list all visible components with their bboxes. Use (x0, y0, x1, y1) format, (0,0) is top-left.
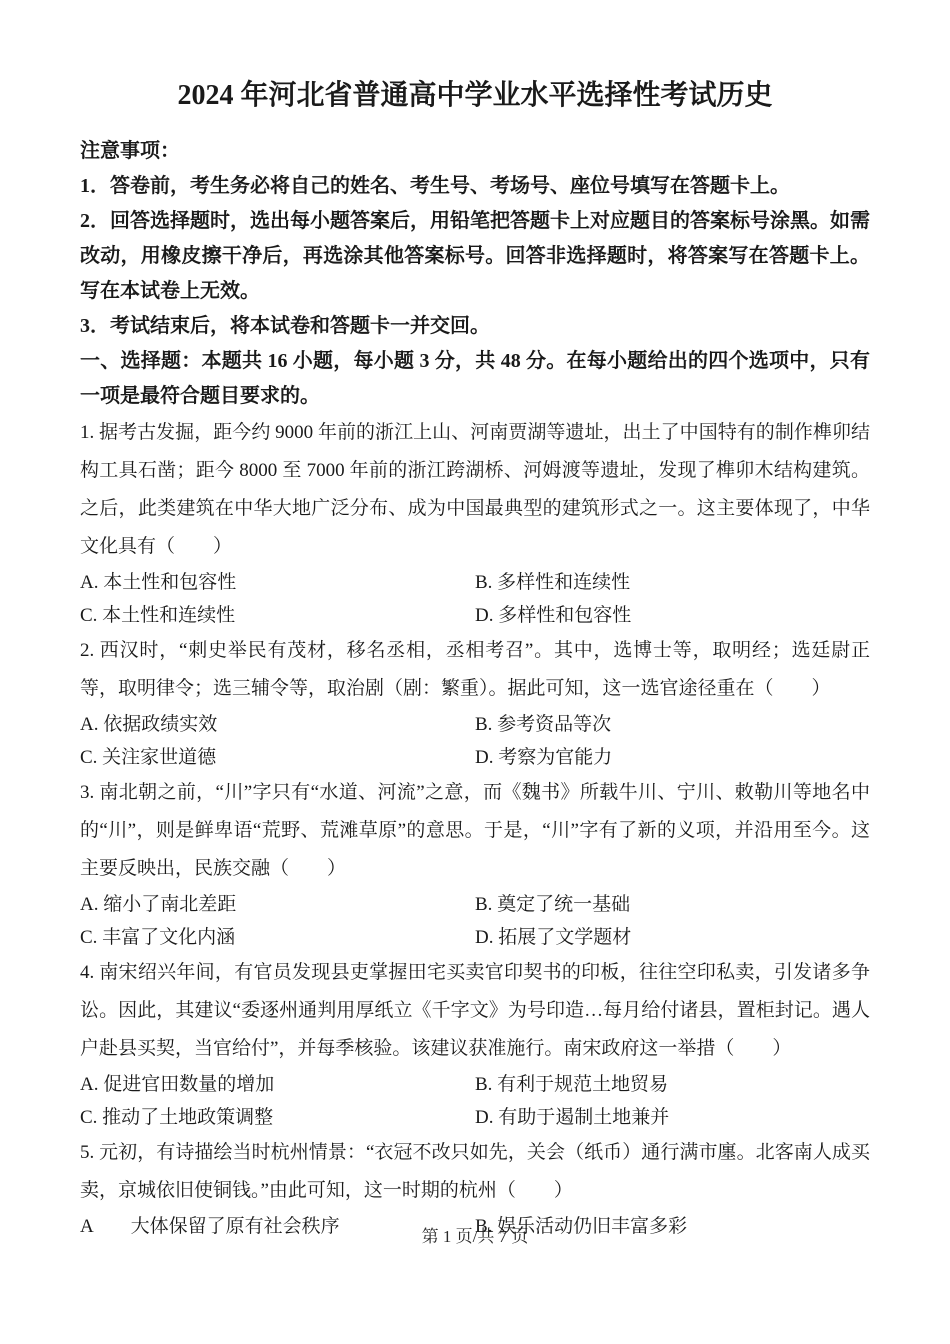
notice-heading: 注意事项： (80, 140, 180, 162)
question-4-option-a: A. 促进官田数量的增加 (80, 1074, 275, 1095)
question-4-options (80, 1068, 870, 1134)
section-heading: 一、选择题：本题共 16 小题，每小题 3 分，共 48 分。在每小题给出的四个选项中，只有一项是最符合题目要求的。 (80, 350, 870, 407)
question-3-option-d: D. 拓展了文学题材 (475, 927, 632, 948)
question-3 (80, 774, 870, 954)
question-4-option-c: C. 推动了土地政策调整 (80, 1107, 274, 1128)
question-3-options (80, 888, 870, 954)
question-5-option-b: B. 娱乐活动仍旧丰富多彩 (475, 1216, 688, 1237)
question-3-option-b: B. 奠定了统一基础 (475, 894, 631, 915)
question-4-option-b: B. 有利于规范土地贸易 (475, 1074, 669, 1095)
notice-section (80, 134, 870, 344)
notice-item-2: 2．回答选择题时，选出每小题答案后，用铅笔把答题卡上对应题目的答案标号涂黑。如需改动，用橡皮擦干净后，再选涂其他答案标号。回答非选择题时，将答案写在答题卡上。写在本试卷上无效。 (80, 210, 870, 302)
question-5-option-a: A 大体保留了原有社会秩序 (80, 1216, 340, 1237)
question-2-option-c: C. 关注家世道德 (80, 747, 217, 768)
notice-item-1: 1．答卷前，考生务必将自己的姓名、考生号、考场号、座位号填写在答题卡上。 (80, 175, 790, 197)
question-3-stem: 3. 南北朝之前，“川”字只有“水道、河流”之意，而《魏书》所载牛川、宁川、敕勒川等地名中的“川”，则是鲜卑语“荒野、荒滩草原”的意思。于是，“川”字有了新的义项，并沿用至今。这主要反映出，民族交融（ ） (80, 782, 870, 879)
question-1 (80, 414, 870, 632)
question-1-stem: 1. 据考古发掘，距今约 9000 年前的浙江上山、河南贾湖等遗址，出土了中国特有的制作榫卯结构工具石凿；距今 8000 至 7000 年前的浙江跨湖桥、河姆渡等遗址，发现了榫卯木结构建筑。之后，此类建筑在中华大地广泛分布、成为中国最典型的建筑形式之一。这主要体现了，中华文化具有（ ） (80, 422, 870, 557)
question-2-options (80, 708, 870, 774)
question-2-option-a: A. 依据政绩实效 (80, 714, 218, 735)
question-1-options (80, 566, 870, 632)
question-1-option-a: A. 本土性和包容性 (80, 572, 237, 593)
question-4-option-d: D. 有助于遏制土地兼并 (475, 1107, 670, 1128)
question-2-stem: 2. 西汉时，“刺史举民有茂材，移名丞相，丞相考召”。其中，选博士等，取明经；选廷尉正等，取明律令；选三辅令等，取治剧（剧：繁重）。据此可知，这一选官途径重在（ ） (80, 640, 870, 699)
question-1-option-b: B. 多样性和连续性 (475, 572, 631, 593)
notice-item-3: 3．考试结束后，将本试卷和答题卡一并交回。 (80, 315, 490, 337)
question-3-option-a: A. 缩小了南北差距 (80, 894, 237, 915)
question-5-stem: 5. 元初，有诗描绘当时杭州情景：“衣冠不改只如先，关会（纸币）通行满市廛。北客南人成买卖，京城依旧使铜钱。”由此可知，这一时期的杭州（ ） (80, 1142, 870, 1201)
question-3-option-c: C. 丰富了文化内涵 (80, 927, 236, 948)
page-number-footer: 第 1 页/共 7 页 (421, 1227, 529, 1246)
question-1-option-d: D. 多样性和包容性 (475, 605, 632, 626)
question-2-option-d: D. 考察为官能力 (475, 747, 613, 768)
question-2-option-b: B. 参考资品等次 (475, 714, 612, 735)
question-4-stem: 4. 南宋绍兴年间，有官员发现县吏掌握田宅买卖官印契书的印板，往往空印私卖，引发诸多争讼。因此，其建议“委逐州通判用厚纸立《千字文》为号印造…每月给付诸县，置柜封记。遇人户赴县买契，当官给付”，并每季核验。该建议获准施行。南宋政府这一举措（ ） (80, 962, 870, 1059)
question-1-option-c: C. 本土性和连续性 (80, 605, 236, 626)
exam-title: 2024 年河北省普通高中学业水平选择性考试历史 (177, 80, 773, 111)
question-4 (80, 954, 870, 1134)
question-2 (80, 632, 870, 774)
